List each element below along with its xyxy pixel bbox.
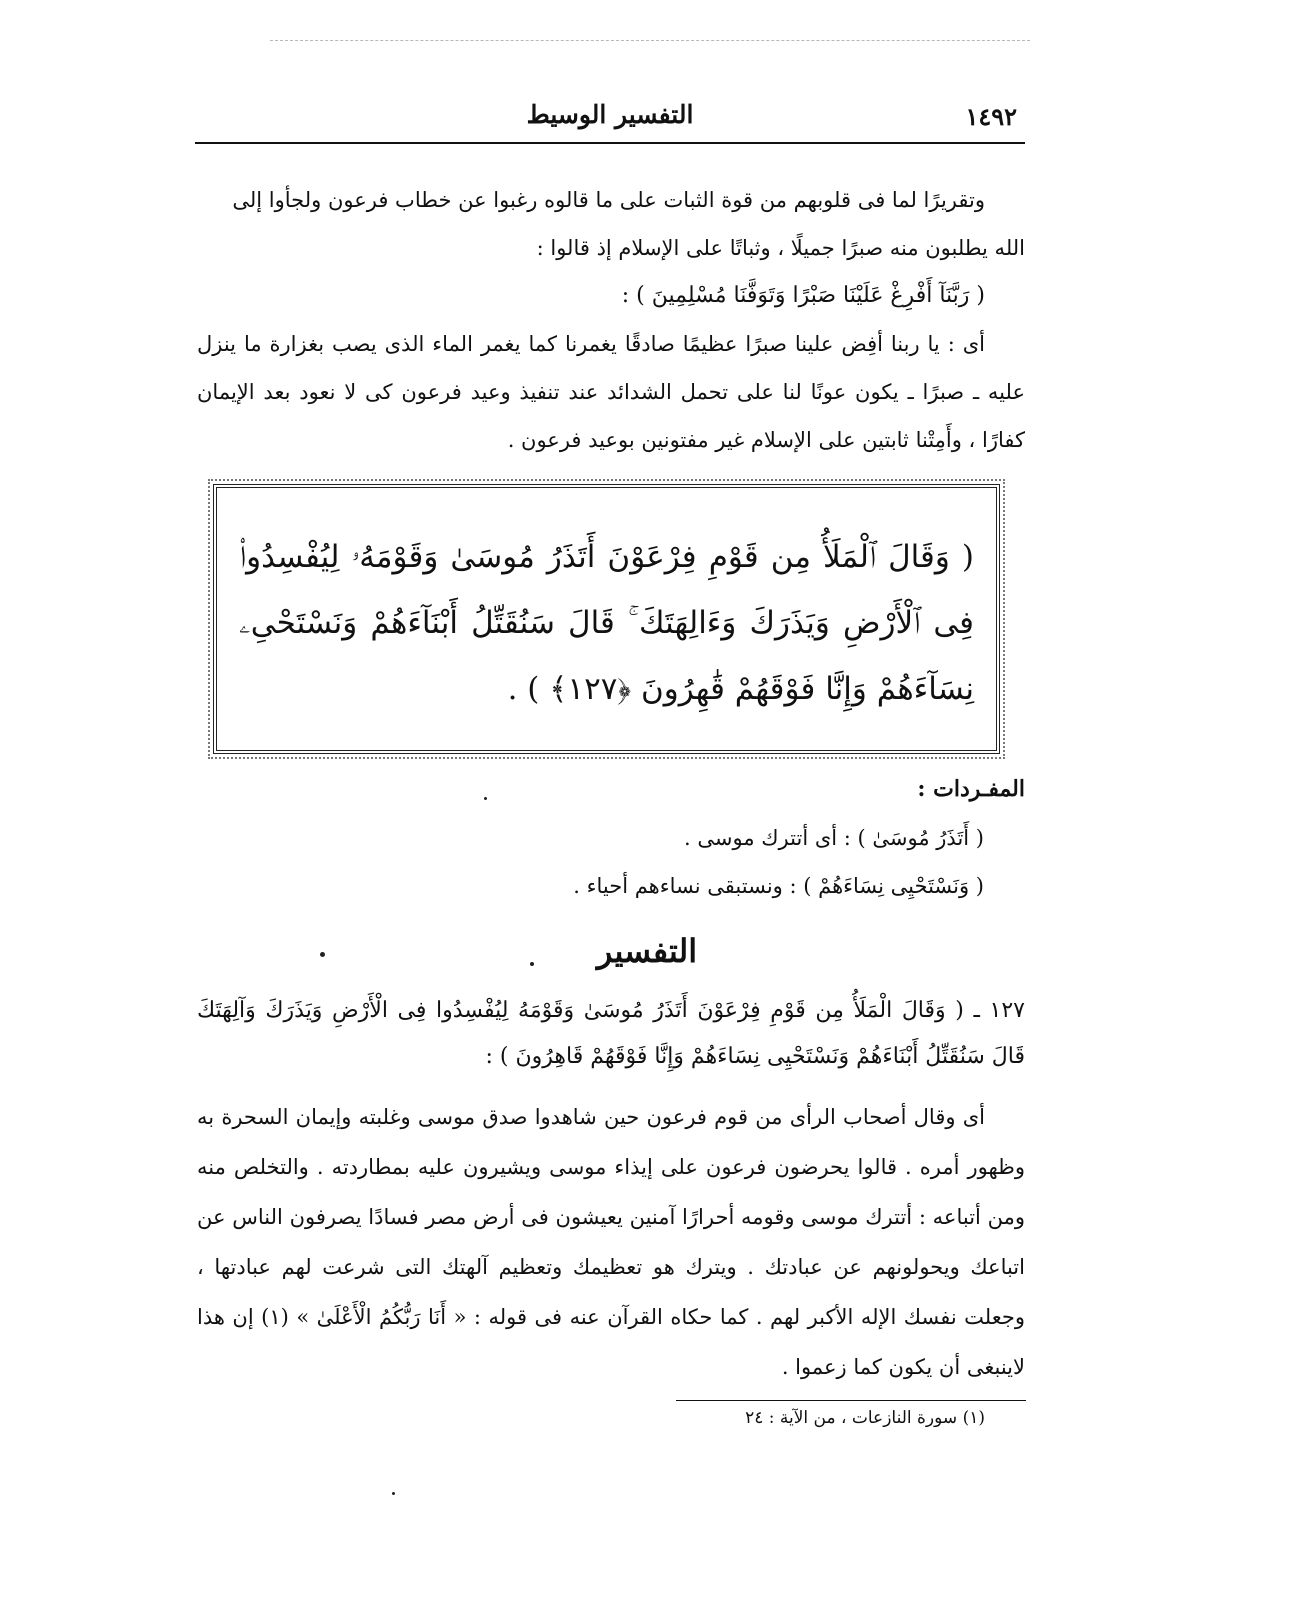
vocabulary-item: ( وَنَسْتَحْيِى نِسَاءَهُمْ ) : ونستبقى نساءهم أحياء . bbox=[573, 874, 984, 898]
intro-line-1: وتقريرًا لما فى قلوبهم من قوة الثبات على ما قالوه رغبوا عن خطاب فرعون ولجأوا إلى bbox=[232, 188, 985, 212]
header-rule bbox=[195, 142, 1025, 144]
intro-section bbox=[197, 176, 1025, 464]
intro-verse-quote: ( رَبَّنَآ أَفْرِغْ عَلَيْنَا صَبْرًا وَتَوَفَّنَا مُسْلِمِينَ ) : bbox=[621, 283, 985, 308]
tafsir-verse: ١٢٧ ـ ( وَقَالَ الْمَلَأُ مِن قَوْمِ فِرْعَوْنَ أَتَذَرُ مُوسَىٰ وَقَوْمَهُ لِيُفْسِدُوا فِى الْأَرْضِ وَيَذَرَكَ وَآلِهَتَكَ قَالَ سَنُقَتِّلُ أَبْنَاءَهُمْ وَنَسْتَحْيِى نِسَاءَهُمْ وَإِنَّا فَوْقَهُمْ قَاهِرُونَ ) : bbox=[197, 998, 1025, 1069]
top-dashed-line bbox=[270, 40, 1030, 41]
quran-verse-box bbox=[213, 484, 1000, 754]
vocabulary-list bbox=[324, 814, 1024, 910]
section-heading: التفسير bbox=[596, 932, 698, 970]
page-number: ١٤٩٢ bbox=[965, 102, 1017, 131]
tafsir-body: أى وقال أصحاب الرأى من قوم فرعون حين شاهدوا صدق موسى وغلبته وإيمان السحرة به وظهور أمره . قالوا يحرضون فرعون على إيذاء موسى ويشيرون عليه بمطاردته . والتخلص منه ومن أتباعه : أتترك موسى وقومه أحرارًا آمنين يعيشون فى أرض مصر فسادًا يصرفون الناس عن اتباعك ويحولونهم عن عبادتك . ويترك هو تعظيمك وتعظيم آلهتك التى شرعت لهم عبادتها ، وجعلت نفسك الإله الأكبر لهم . كما حكاه القرآن عنه فى قوله : « أَنَا رَبُّكُمُ الْأَعْلَىٰ » (١) إن هذا لاينبغى أن يكون كما زعموا . bbox=[197, 1105, 1026, 1379]
scan-speck bbox=[530, 962, 534, 966]
vocabulary-heading: المفـردات : bbox=[917, 776, 1025, 802]
scan-speck bbox=[392, 1492, 395, 1495]
vocabulary-item: ( أَتَذَرُ مُوسَىٰ ) : أى أتترك موسى . bbox=[684, 826, 984, 850]
quran-verse-text: ( وَقَالَ ٱلْمَلَأُ مِن قَوْمِ فِرْعَوْنَ أَتَذَرُ مُوسَىٰ وَقَوْمَهُۥ لِيُفْسِدُوا۟ فِى ٱلْأَرْضِ وَيَذَرَكَ وَءَالِهَتَكَ ۚ قَالَ سَنُقَتِّلُ أَبْنَآءَهُمْ وَنَسْتَحْىِۦ نِسَآءَهُمْ وَإِنَّا فَوْقَهُمْ قَٰهِرُونَ ﴿١٢٧﴾ ) . bbox=[239, 539, 974, 707]
intro-line-2: الله يطلبون منه صبرًا جميلًا ، وثباتًا على الإسلام إذ قالوا : bbox=[536, 236, 1025, 260]
page-header bbox=[195, 98, 1025, 138]
intro-explanation: أى : يا ربنا أفِض علينا صبرًا عظيمًا صادقًا يغمرنا كما يغمر الماء الذى يصب بغزارة ما ينزل عليه ـ صبرًا ـ يكون عونًا لنا على تحمل الشدائد عند تنفيذ وعيد فرعون كى لا نعود بعد الإيمان كفارًا ، وأَمِتْنا ثابتين على الإسلام غير مفتونين بوعيد فرعون . bbox=[197, 332, 1025, 452]
scan-speck bbox=[484, 797, 487, 800]
footnote: (١) سورة النازعات ، من الآية : ٢٤ bbox=[745, 1408, 985, 1428]
footnote-rule bbox=[676, 1400, 1026, 1401]
scan-speck bbox=[320, 952, 325, 957]
running-title: التفسير الوسيط bbox=[526, 100, 694, 129]
